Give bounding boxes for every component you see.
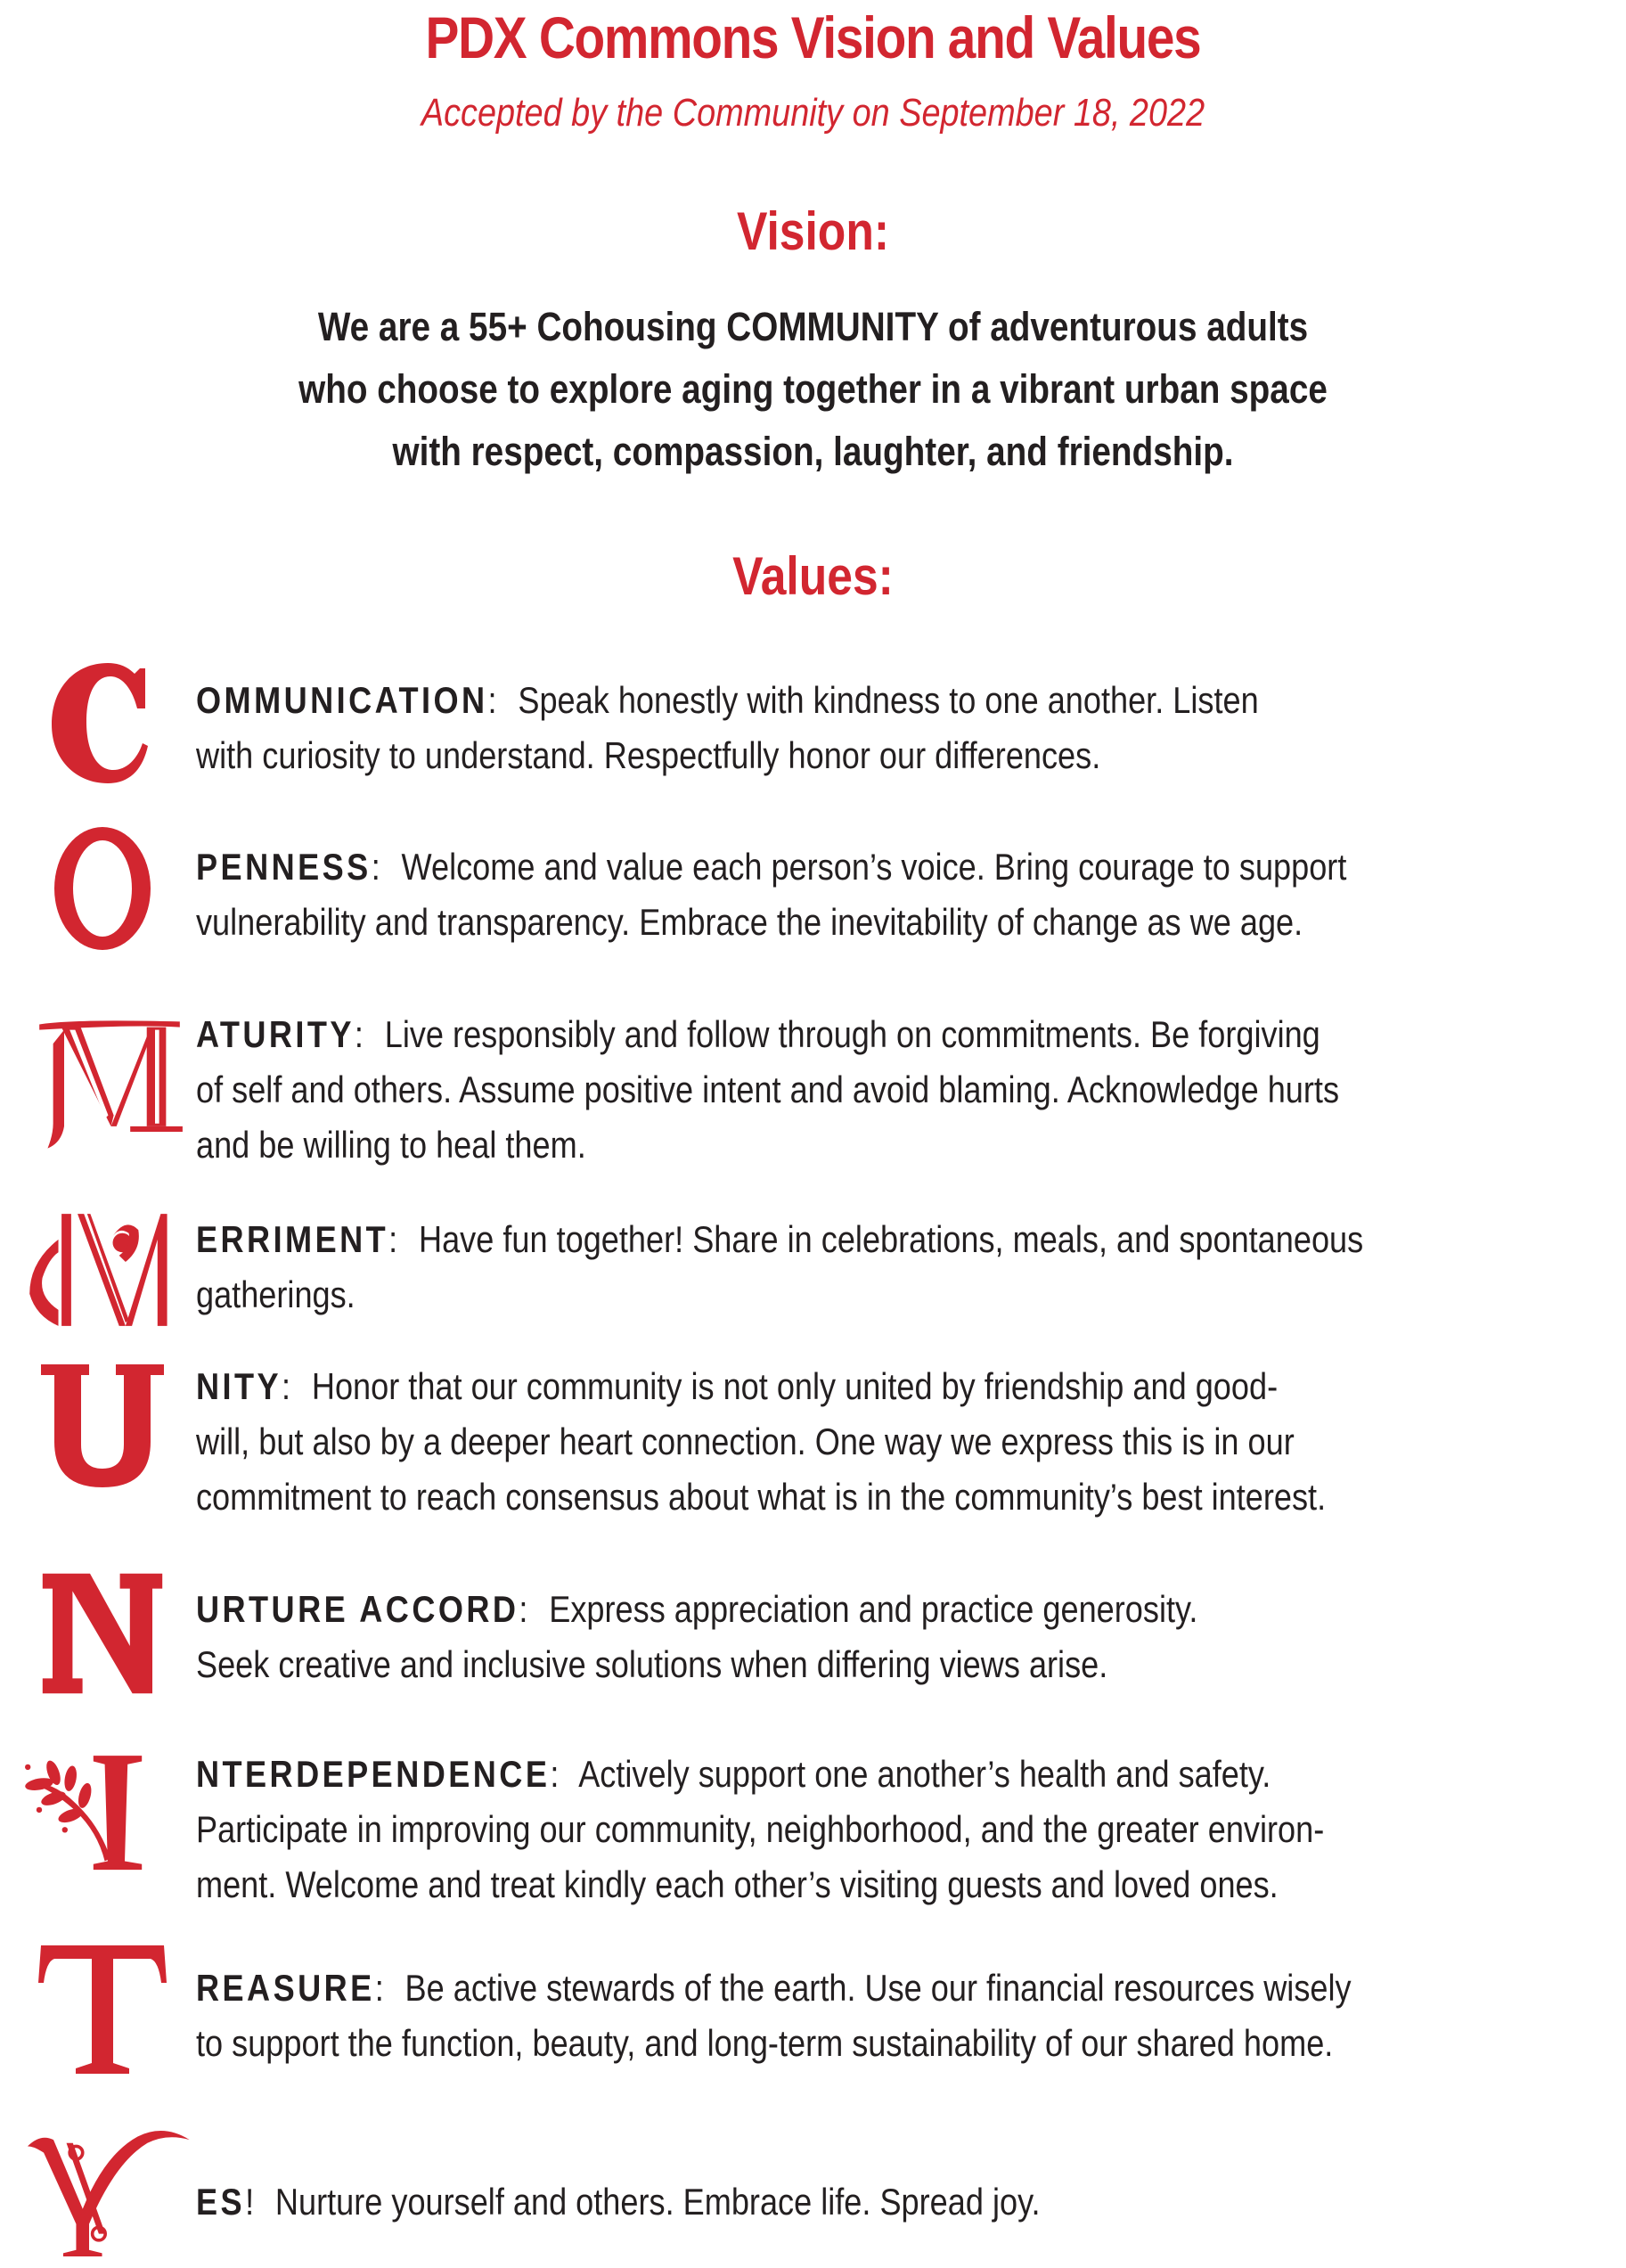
value-keyword: OMMUNICATION xyxy=(196,679,488,721)
value-text: URTURE ACCORD: Express appreciation and practice generosity. Seek creative and inclusive solutions when differing views arise. xyxy=(196,1588,1198,1685)
drop-cap-n-icon xyxy=(40,1571,165,1696)
value-keyword: PENNESS xyxy=(196,846,372,888)
drop-cap-o-icon xyxy=(36,822,169,955)
value-text: NTERDEPENDENCE: Actively support one another’s health and safety. Participate in improving our community, neighborhood, and the greater environ- ment. Welcome and treat kindly each other’s visiting guests and loved ones. xyxy=(196,1753,1325,1905)
value-text: OMMUNICATION: Speak honestly with kindness to one another. Listen with curiosity to understand. Respectfully honor our differences. xyxy=(196,679,1259,776)
value-keyword: NTERDEPENDENCE xyxy=(196,1753,551,1795)
vision-statement xyxy=(114,296,1513,483)
value-keyword: ATURITY xyxy=(196,1013,355,1055)
value-keyword: REASURE xyxy=(196,1967,375,2009)
value-keyword: NITY xyxy=(196,1365,282,1407)
value-text: NITY: Honor that our community is not only united by friendship and good- will, but also by a deeper heart connection. One way we express this is in our commitment to reach consensus about what is in the community’s best interest. xyxy=(196,1365,1327,1518)
drop-cap-c-icon xyxy=(36,655,169,789)
drop-cap-u-icon xyxy=(36,1359,169,1493)
vision-line: with respect, compassion, laughter, and friendship. xyxy=(392,429,1234,474)
vision-heading: Vision: xyxy=(736,201,890,261)
page-title: PDX Commons Vision and Values xyxy=(425,4,1201,70)
value-text: ERRIMENT: Have fun together! Share in celebrations, meals, and spontaneous gatherings. xyxy=(196,1218,1364,1315)
value-keyword: ES xyxy=(196,2181,246,2223)
page-subtitle: Accepted by the Community on September 18, 2022 xyxy=(421,91,1205,135)
value-text: PENNESS: Welcome and value each person’s voice. Bring courage to support vulnerability and transparency. Embrace the inevitability of change as we age. xyxy=(196,846,1347,943)
drop-cap-m-ornate-icon xyxy=(34,1016,185,1154)
drop-cap-y-swash-icon xyxy=(18,2117,196,2264)
values-heading: Values: xyxy=(732,546,894,606)
vision-line: who choose to explore aging together in a vibrant urban space xyxy=(298,366,1328,412)
drop-cap-i-leaf-icon xyxy=(11,1747,153,1876)
value-text: REASURE: Be active stewards of the earth. Use our financial resources wisely to support the function, beauty, and long-term sustainability of our shared home. xyxy=(196,1967,1352,2064)
drop-cap-t-icon xyxy=(36,1943,169,2076)
value-keyword: ERRIMENT xyxy=(196,1218,389,1260)
value-text: ES! Nurture yourself and others. Embrace life. Spread joy. xyxy=(196,2181,1041,2223)
value-text: ATURITY: Live responsibly and follow through on commitments. Be forgiving of self and others. Assume positive intent and avoid blaming. Acknowledge hurts and be willing to heal them. xyxy=(196,1013,1340,1166)
vision-line: We are a 55+ Cohousing COMMUNITY of adventurous adults xyxy=(317,304,1309,349)
value-keyword: URTURE ACCORD xyxy=(196,1588,519,1630)
drop-cap-m-flourish-icon xyxy=(13,1208,174,1332)
